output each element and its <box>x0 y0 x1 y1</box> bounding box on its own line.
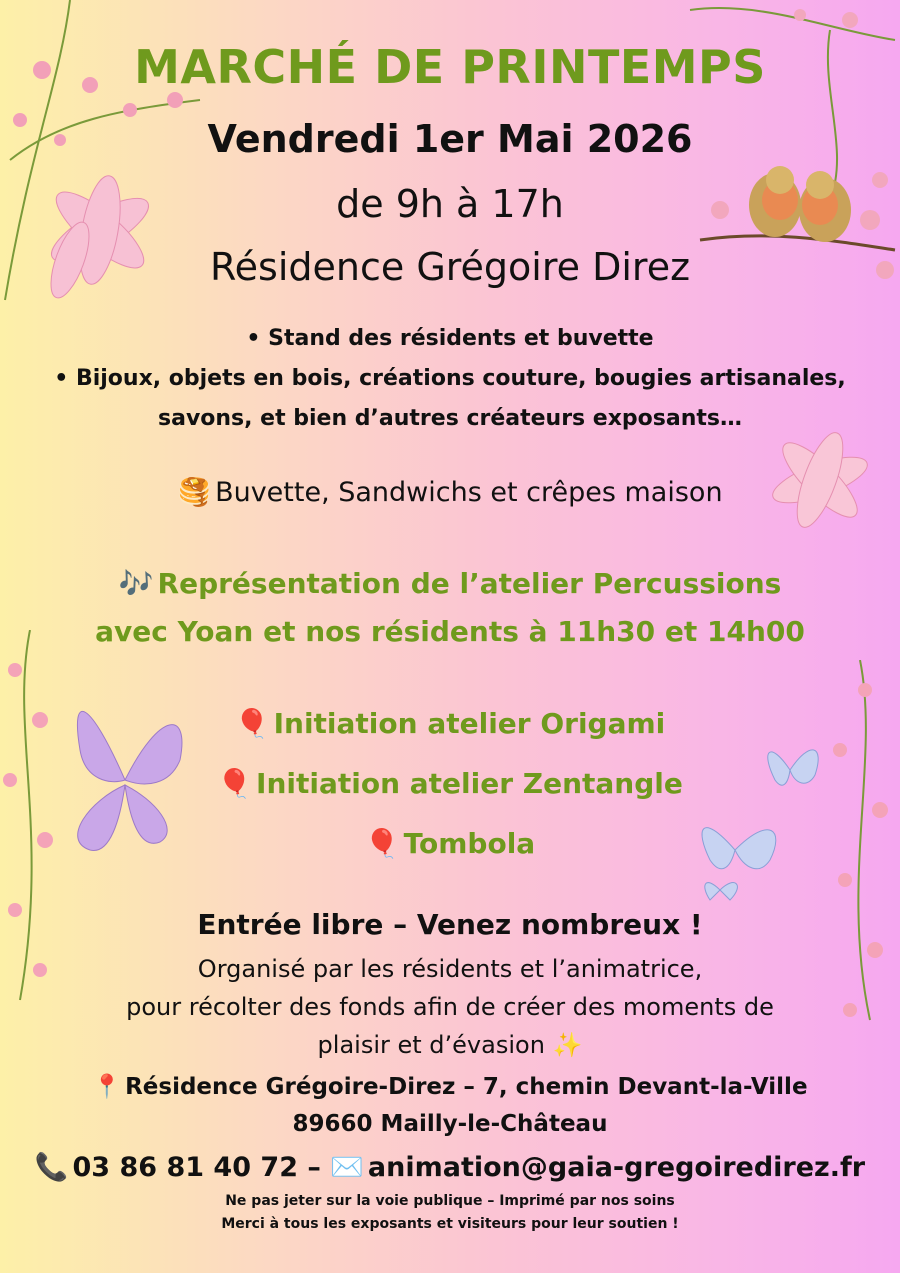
activity-text: Initiation atelier Origami <box>273 707 666 740</box>
page-title: MARCHÉ DE PRINTEMPS <box>134 40 766 94</box>
balloon-icon: 🎈 <box>217 767 253 800</box>
buvette-text: Buvette, Sandwichs et crêpes maison <box>215 477 723 508</box>
contact-line <box>0 1151 900 1183</box>
event-date: Vendredi 1er Mai 2026 <box>207 117 693 161</box>
location-pin-icon: 📍 <box>92 1074 122 1100</box>
phone-icon: 📞 <box>34 1152 69 1183</box>
organise-text-3: plaisir et d’évasion <box>317 1031 545 1059</box>
address-line-1 <box>0 1073 900 1100</box>
activity-origami <box>0 707 900 740</box>
address-text-1: Résidence Grégoire-Direz – 7, chemin Devant-la-Ville <box>125 1074 808 1100</box>
address-line-2: 89660 Mailly-le-Château <box>292 1111 608 1137</box>
footer-line-1: Ne pas jeter sur la voie publique – Imprimé par nos soins <box>225 1193 675 1209</box>
sparkles-icon: ✨ <box>552 1031 583 1059</box>
activity-tombola <box>0 827 900 860</box>
buvette-line <box>0 476 900 508</box>
organise-line-3 <box>0 1031 900 1059</box>
organise-line-2: pour récolter des fonds afin de créer des moments de <box>126 993 774 1021</box>
percussions-line-2: avec Yoan et nos résidents à 11h30 et 14h00 <box>95 615 805 648</box>
percussions-text-1: Représentation de l’atelier Percussions <box>157 567 782 600</box>
footer-line-2: Merci à tous les exposants et visiteurs pour leur soutien ! <box>221 1216 679 1232</box>
bullet-stand: • Stand des résidents et buvette <box>246 326 654 351</box>
balloon-icon: 🎈 <box>234 707 270 740</box>
email-address: animation@gaia-gregoiredirez.fr <box>367 1152 866 1183</box>
event-hours: de 9h à 17h <box>336 182 564 226</box>
bullet-exposants-cont: savons, et bien d’autres créateurs exposants… <box>158 406 742 431</box>
balloon-icon: 🎈 <box>364 827 400 860</box>
pancake-icon: 🥞 <box>177 477 212 508</box>
entree-libre: Entrée libre – Venez nombreux ! <box>197 908 703 941</box>
activity-text: Tombola <box>403 827 536 860</box>
butterfly-icon <box>690 730 830 910</box>
event-place: Résidence Grégoire Direz <box>209 245 691 289</box>
bullet-exposants: • Bijoux, objets en bois, créations couture, bougies artisanales, <box>54 366 846 391</box>
organise-line-1: Organisé par les résidents et l’animatrice, <box>197 955 703 983</box>
phone-number: 03 86 81 40 72 – <box>72 1152 321 1183</box>
mail-icon: ✉️ <box>330 1152 364 1183</box>
music-notes-icon: 🎶 <box>118 567 154 600</box>
activity-text: Initiation atelier Zentangle <box>256 767 683 800</box>
percussions-line-1 <box>0 567 900 600</box>
activity-zentangle <box>0 767 900 800</box>
